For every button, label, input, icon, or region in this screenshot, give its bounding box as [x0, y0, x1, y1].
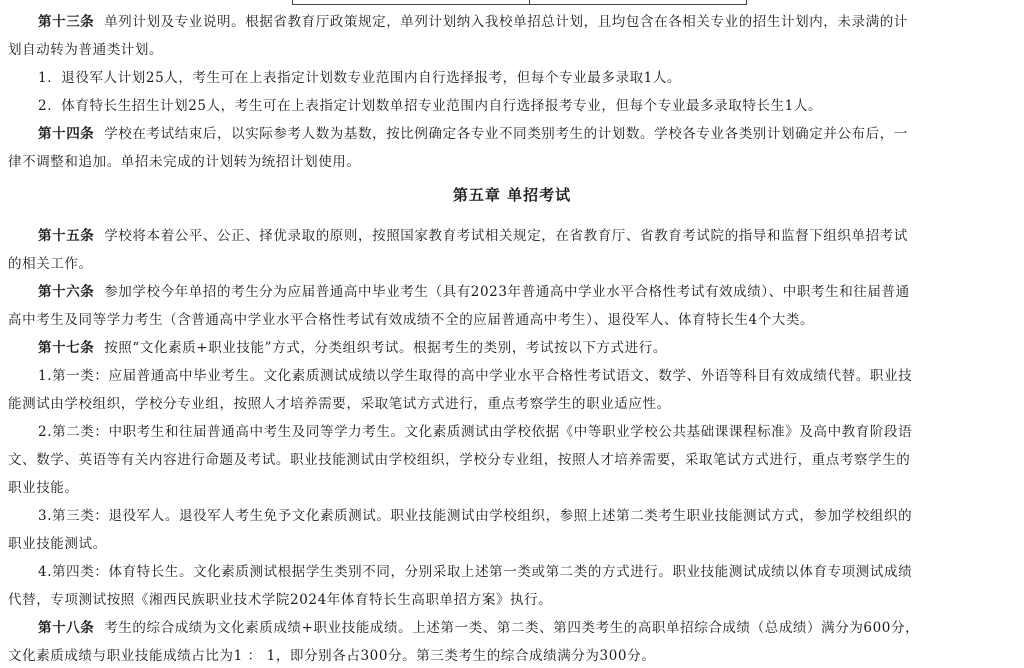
article-18-label: 第十八条 — [38, 620, 95, 636]
category-3-line-2: 职业技能测试。 — [8, 536, 107, 552]
article-16-line-1 — [38, 280, 910, 300]
article-13-text-1: 单列计划及专业说明。根据省教育厅政策规定，单列计划纳入我校单招总计划，且均包含在各相关专业的招生计划内，未录满的计 — [104, 14, 908, 30]
article-17-line-1 — [38, 336, 667, 356]
article-15-line-2: 的相关工作。 — [8, 256, 93, 272]
article-14-line-1 — [38, 122, 908, 142]
article-17-label: 第十七条 — [38, 340, 95, 356]
article-13-item-1: 1．退役军人计划25人，考生可在上表指定计划数专业范围内自行选择报考，但每个专业最多录取1人。 — [38, 70, 682, 86]
category-2-line-2: 文、数学、英语等有关内容进行命题及考试。职业技能测试由学校组织，学校分专业组，按照人才培养需要，采取笔试方式进行，重点考察学生的 — [8, 452, 911, 468]
article-18-line-1 — [38, 616, 919, 636]
category-4-line-2: 代替，专项测试按照《湘西民族职业技术学院2024年体育特长生高职单招方案》执行。 — [8, 592, 553, 608]
article-14-label: 第十四条 — [38, 126, 95, 142]
category-4-line-1: 4.第四类：体育特长生。文化素质测试根据学生类别不同，分别采取上述第一类或第二类的方式进行。职业技能测试成绩以体育专项测试成绩 — [38, 564, 913, 580]
article-17-text-1: 按照“文化素质+职业技能”方式，分类组织考试。根据考生的类别，考试按以下方式进行。 — [104, 340, 667, 356]
article-18-line-2: 文化素质成绩与职业技能成绩占比为1 ： 1，即分别各占300分。第三类考生的综合成绩满分为300分。 — [8, 648, 656, 664]
article-16-label: 第十六条 — [38, 284, 95, 300]
category-2-line-1: 2.第二类：中职考生和往届普通高中考生及同等学力考生。文化素质测试由学校依据《中等职业学校公共基础课课程标准》及高中教育阶段语 — [38, 424, 913, 440]
article-15-text-1: 学校将本着公平、公正、择优录取的原则，按照国家教育考试相关规定，在省教育厅、省教育考试院的指导和监督下组织单招考试 — [104, 228, 908, 244]
article-13-label: 第十三条 — [38, 14, 95, 30]
article-13-line-2: 划自动转为普通类计划。 — [8, 42, 164, 58]
category-1-line-1: 1.第一类：应届普通高中毕业考生。文化素质测试成绩以学生取得的高中学业水平合格性考试语文、数学、外语等科目有效成绩代替。职业技 — [38, 368, 913, 384]
article-15-line-1 — [38, 224, 908, 244]
table-bottom-edge — [292, 0, 747, 5]
article-13-item-2: 2．体育特长生招生计划25人，考生可在上表指定计划数单招专业范围内自行选择报考专业，但每个专业最多录取特长生1人。 — [38, 98, 823, 114]
article-14-text-1: 学校在考试结束后，以实际参考人数为基数，按比例确定各专业不同类别考生的计划数。学校各专业各类别计划确定并公布后，一 — [104, 126, 908, 142]
article-15-label: 第十五条 — [38, 228, 95, 244]
category-3-line-1: 3.第三类：退役军人。退役军人考生免予文化素质测试。职业技能测试由学校组织，参照上述第二类考生职业技能测试方式，参加学校组织的 — [38, 508, 913, 524]
category-2-line-3: 职业技能。 — [8, 480, 79, 496]
article-14-line-2: 律不调整和追加。单招未完成的计划转为统招计划使用。 — [8, 154, 361, 170]
chapter-heading: 第五章 单招考试 — [452, 186, 572, 204]
article-16-line-2: 高中考生及同等学力考生（含普通高中学业水平合格性考试有效成绩不全的应届普通高中考生）、退役军人、体育特长生4个大类。 — [8, 312, 815, 328]
category-1-line-2: 能测试由学校组织，学校分专业组，按照人才培养需要，采取笔试方式进行，重点考察学生的职业适应性。 — [8, 396, 671, 412]
article-13-line-1 — [38, 10, 908, 30]
article-18-text-1: 考生的综合成绩为文化素质成绩+职业技能成绩。上述第一类、第二类、第四类考生的高职单招综合成绩（总成绩）满分为600分， — [104, 620, 920, 636]
article-16-text-1: 参加学校今年单招的考生分为应届普通高中毕业考生（具有2023年普通高中学业水平合格性考试有效成绩）、中职考生和往届普通 — [104, 284, 910, 300]
